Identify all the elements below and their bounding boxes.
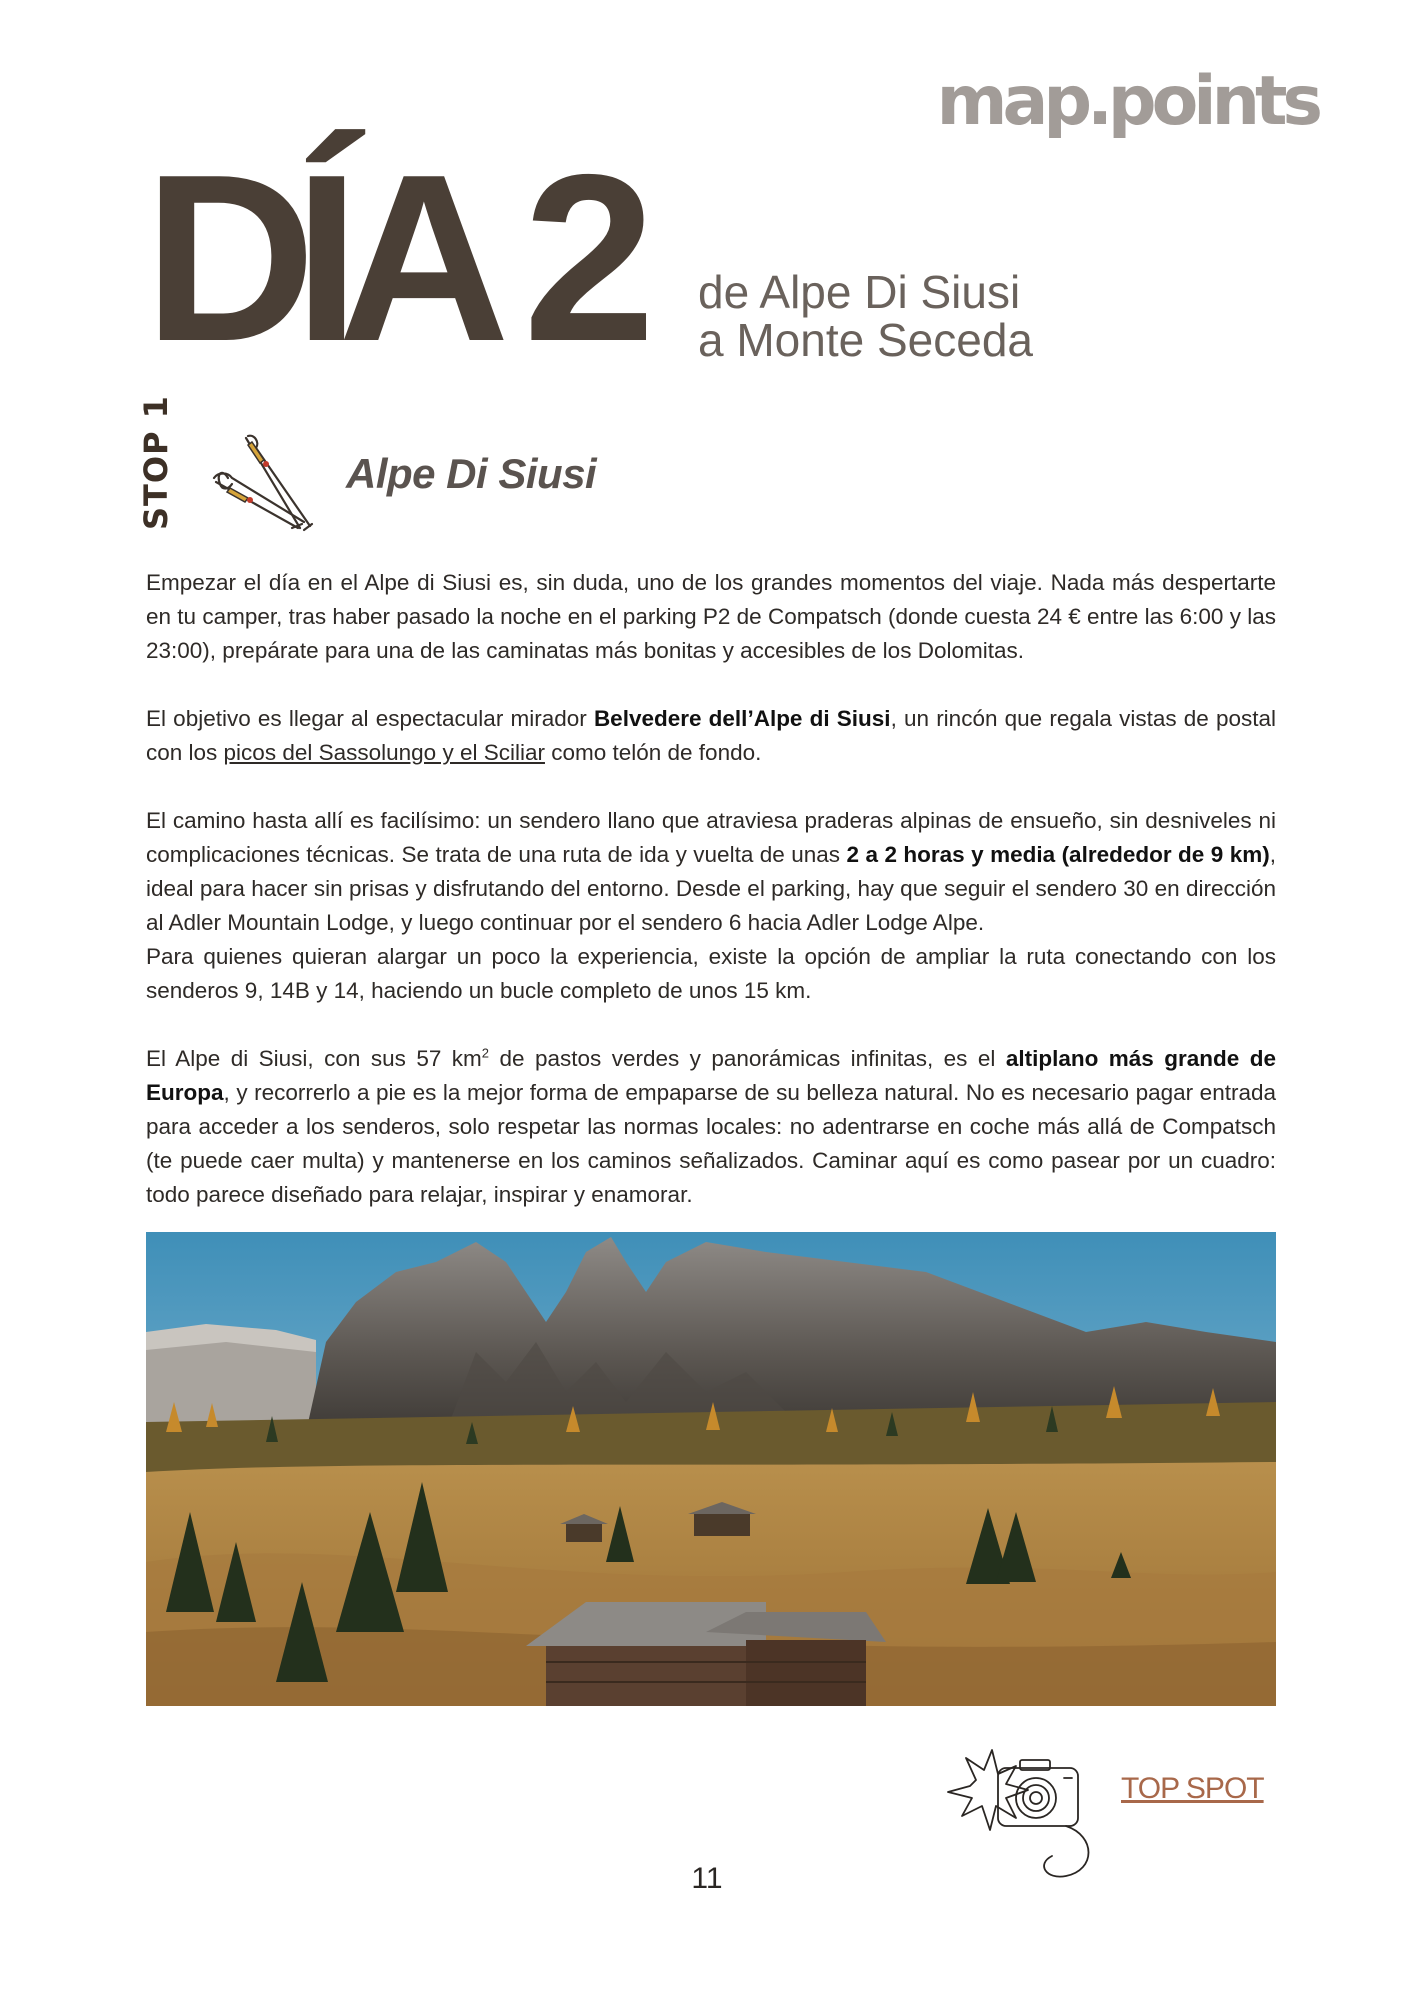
paragraph-4: Para quienes quieran alargar un poco la experiencia, existe la opción de ampliar la ruta conectando con los senderos 9, 14B y 14, haciendo un bucle completo de unos 15 km.	[146, 944, 1276, 1003]
subtitle-line-1: de Alpe Di Siusi	[698, 266, 1021, 318]
paragraph-5	[146, 1042, 1276, 1212]
route-duration-highlight: 2 a 2 horas y media (alrededor de 9 km)	[846, 842, 1270, 867]
paragraph-1: Empezar el día en el Alpe di Siusi es, sin duda, uno de los grandes momentos del viaje. Nada más despertarte en tu camper, tras haber pasado la noche en el parking P2 de Compatsch (donde cuesta 24 € entre las 6:00 y las 23:00), prepárate para una de las caminatas más bonitas y accesibles de los Dolomitas.	[146, 570, 1276, 663]
paragraph-2	[146, 702, 1276, 770]
top-spot-link[interactable]: TOP SPOT	[1121, 1772, 1264, 1805]
page-number: 11	[691, 1862, 723, 1895]
paragraph-5-text-d: , y recorrerlo a pie es la mejor forma de empaparse de su belleza natural. No es necesario pagar entrada para acceder a los senderos, solo respetar las normas locales: no adentrarse en coche más allá de Compatsch (te puede caer multa) y mantenerse en los caminos señalizados. Caminar aquí es como pasear por un cuadro: todo parece diseñado para relajar, inspirar y enamorar.	[146, 1080, 1276, 1207]
paragraph-5-text-a: El Alpe di Siusi, con sus 57 km	[146, 1046, 482, 1071]
plateau-highlight: altiplano más grande de Europa	[146, 1046, 1276, 1105]
paragraph-2-text-c: , un rincón que regala vistas de postal con los	[146, 706, 1277, 765]
trekking-poles-icon	[208, 428, 318, 543]
article-body	[146, 566, 1276, 1246]
paragraph-3-text-c: , ideal para hacer sin prisas y disfrutando del entorno. Desde el parking, hay que seguir el sendero 30 en dirección al Adler Mountain Lodge, y luego continuar por el sendero 6 hacia Adler Lodge Alpe.	[146, 842, 1276, 935]
paragraph-2-text-a: El objetivo es llegar al espectacular mirador	[146, 706, 594, 731]
route-subtitle	[698, 268, 1033, 364]
stop-label: STOP 1	[137, 395, 175, 530]
sassolungo-sciliar-link[interactable]: picos del Sassolungo y el Sciliar	[223, 740, 545, 765]
stop-name: Alpe Di Siusi	[346, 450, 597, 497]
page-title: DÍA 2	[144, 126, 634, 391]
paragraph-3	[146, 804, 1276, 940]
paragraph-5-text-b: de pastos verdes y panorámicas infinitas, es el	[489, 1046, 1006, 1071]
paragraph-2-text-d: como telón de fondo.	[544, 740, 762, 765]
brand-logo: map.points	[936, 62, 1318, 141]
alpine-meadow-photo	[146, 1232, 1276, 1706]
paragraph-3-text-a: El camino hasta allí es facilísimo: un sendero llano que atraviesa praderas alpinas de ensueño, sin desniveles ni complicaciones técnicas. Se trata de una ruta de ida y vuelta de unas	[146, 808, 1276, 867]
subtitle-line-2: a Monte Seceda	[698, 314, 1034, 366]
belvedere-highlight: Belvedere dell’Alpe di Siusi	[593, 706, 891, 731]
squared-superscript: 2	[481, 1045, 490, 1061]
